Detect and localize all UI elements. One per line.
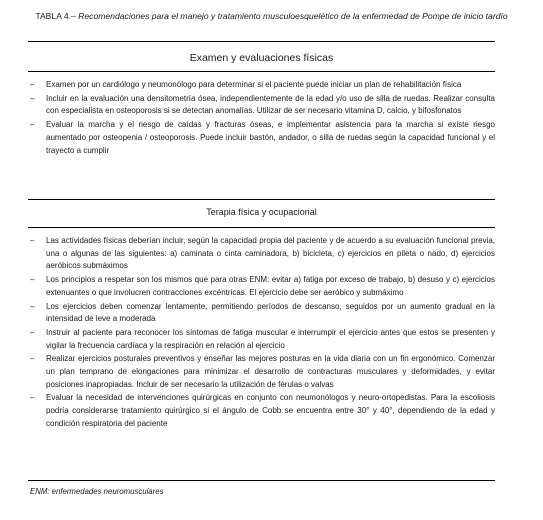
therapy-list <box>28 235 495 431</box>
exam-list <box>28 79 495 157</box>
dash-bullet: – <box>30 354 35 364</box>
list-item-text: Examen por un cardiólogo y neumonólogo para determinar si el paciente puede iniciar un plan de rehabilitación física <box>46 80 462 89</box>
list-item <box>28 392 495 430</box>
dash-bullet: – <box>30 301 35 311</box>
section-heading-exam: Examen y evaluaciones físicas <box>189 52 334 64</box>
list-item-text: Los principios a respetar son los mismos que para otras ENM: evitar a) fatiga por exceso de trabajo, b) desuso y c) ejercicios extenuantes o que involucren contracciones excéntricas. El ejercicio debe ser aeróbico y submáximo <box>46 275 495 297</box>
table-title: Recomendaciones para el manejo y tratamiento musculoesquelético de la enfermedad de Pompe de inicio tardío <box>78 11 508 21</box>
top-rule <box>28 41 495 42</box>
dash-bullet: – <box>30 393 35 403</box>
section-heading-therapy: Terapia física y ocupacional <box>206 207 317 217</box>
list-item-text: Instruir al paciente para reconocer los síntomas de fatiga muscular e interrumpir el ejercicio antes que estos se presenten y vigilar la frecuencia cardíaca y la respiración en relación al ejercicio <box>46 327 495 350</box>
list-item-text: Incluir en la evaluación una densitometría ósea, independientemente de la edad y/o uso de silla de ruedas. Realizar consulta con especialista en osteoporosis si se detectan anomalías. Utilizar de ser necesario vitamina D, calcio, y bifosfonatos <box>46 93 495 116</box>
list-item <box>28 119 495 157</box>
list-item <box>28 301 495 326</box>
list-item <box>28 79 495 92</box>
list-item <box>28 93 495 118</box>
dash-bullet: – <box>30 275 35 285</box>
list-item <box>28 235 495 273</box>
table-caption <box>30 10 513 22</box>
list-item-text: Evaluar la necesidad de intervenciones quirúrgicas en conjunto con neumonólogos y neuro-ortopedistas. Para la escoliosis podría considerarse tratamiento quirúrgico si el ángulo de Cobb se encuentra entre 30° y 40°, dependiendo de la edad y condición respiratoria del paciente <box>46 393 495 428</box>
list-item <box>28 327 495 352</box>
list-item-text: Evaluar la marcha y el riesgo de caídas y fracturas óseas, e implementar asistencia para la marcha si existe riesgo aumentado por osteopenia / osteoporosis. Puede incluir bastón, andador, o silla de ruedas según la capacidad funcional y el trayecto a cumplir <box>46 120 495 155</box>
table-footnote: ENM: enfermedades neuromusculares <box>30 487 164 496</box>
dash-bullet: – <box>30 80 35 89</box>
list-item <box>28 274 495 299</box>
dash-bullet: – <box>30 93 35 103</box>
list-item-text: Las actividades físicas deberían incluir, según la capacidad propia del paciente y de acuerdo a su evaluación funcional previa, una o algunas de las siguientes: a) caminata o cinta caminadora, b) bicicleta, c) ejercicios en pileta o nado, d) ejercicios aeróbicos submáximos <box>46 236 495 271</box>
list-item-text: Realizar ejercicios posturales preventivos y enseñar las mejores posturas en la vida diaria con un fin ergonómico. Comenzar un plan temprano de elongaciones para minimizar el desarrollo de contracturas musculares y deformidades, y evitar posiciones inapropiadas. Incluir de ser necesario la utilización de férulas o valvas <box>46 354 495 389</box>
dash-bullet: – <box>30 327 35 337</box>
bottom-rule <box>28 480 495 481</box>
section-divider <box>28 199 495 200</box>
dash-bullet: – <box>30 120 35 130</box>
section-heading-rule <box>28 71 495 72</box>
list-item-text: Los ejercicios deben comenzar lentamente, permitiendo períodos de descanso, seguidos por un aumento gradual en la intensidad de leve a moderada <box>46 301 495 324</box>
dash-bullet: – <box>30 236 35 245</box>
section-heading-rule <box>28 227 495 228</box>
list-item <box>28 353 495 391</box>
table-label: TABLA 4.– <box>35 11 79 21</box>
